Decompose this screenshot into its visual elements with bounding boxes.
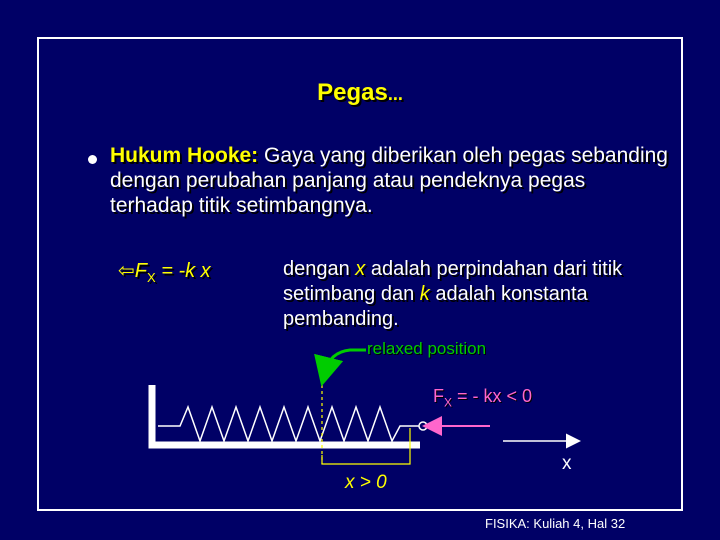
force-label — [433, 386, 532, 410]
relaxed-pointer — [325, 350, 366, 372]
force-f: F — [433, 386, 444, 406]
formula-f: F — [134, 260, 147, 282]
formula-sub: X — [146, 270, 156, 285]
desc-var-k: k — [419, 283, 430, 305]
force-sub: X — [444, 395, 453, 410]
displacement-label: x > 0 — [345, 472, 387, 493]
x-axis-label: x — [562, 453, 572, 474]
title-text: Pegas — [317, 79, 388, 106]
arrow-icon: ⇦ — [118, 260, 135, 282]
bullet-body: Gaya yang diberikan oleh pegas sebanding dengan perubahan panjang atau pendeknya pegas terhadap titik setimbangnya. — [110, 144, 668, 217]
bullet-term: Hukum Hooke: — [110, 144, 259, 167]
desc-part3: adalah konstanta pembanding. — [283, 283, 588, 330]
spring-wall — [152, 385, 420, 445]
desc-var-x: x — [355, 258, 366, 280]
desc-part1: dengan — [283, 258, 356, 280]
spring-coil — [158, 407, 420, 441]
formula-rhs: = -k x — [155, 260, 211, 282]
footer-page-info: FISIKA: Kuliah 4, Hal 32 — [485, 516, 626, 531]
relaxed-position-label: relaxed position — [367, 339, 487, 358]
title-suffix: ... — [387, 84, 403, 104]
desc-part2: adalah perpindahan dari titik setimbang dan — [283, 258, 623, 305]
force-rhs: = - kx < 0 — [452, 386, 533, 406]
spring-end — [419, 422, 427, 430]
